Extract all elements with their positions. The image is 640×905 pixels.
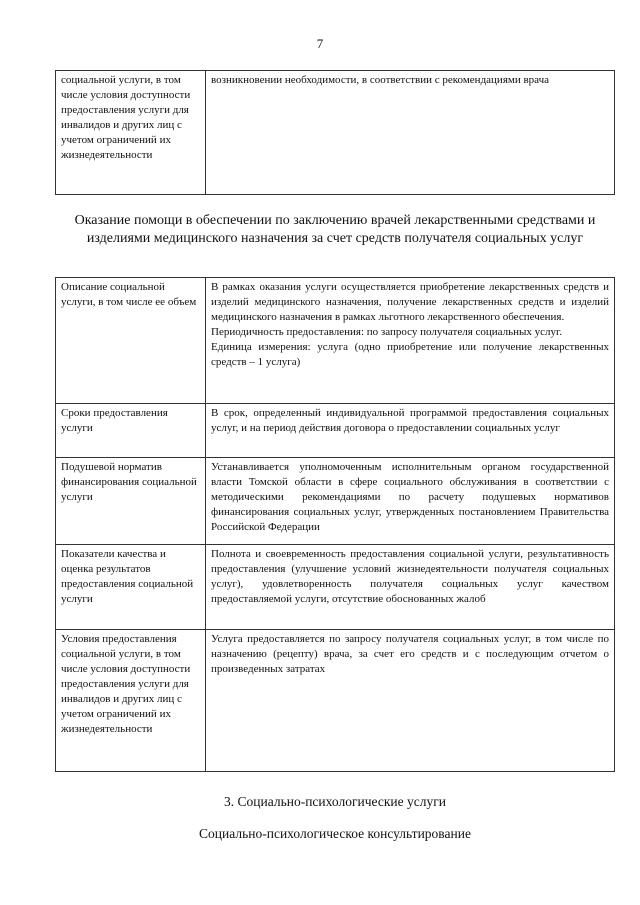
subsection-title: Социально-психологическое консультирование xyxy=(199,826,471,841)
page-number: 7 xyxy=(316,36,324,51)
row-label: Условия предоставления социальной услуги, в том числе условия доступности предоставления услуги для инвалидов и других лиц с учетом ограничений их жизнедеятельности xyxy=(56,630,206,772)
row-paragraph: Полнота и своевременность предоставления социальной услуги, результативность предоставления (улучшение условий жизнедеятельности получателя социальных услуг), удовлетворенность получателя социальных услуг качеством предоставляемой услуги, отсутствие обоснованных жалоб xyxy=(211,548,609,605)
row-content xyxy=(206,545,615,630)
row-paragraph: В рамках оказания услуги осуществляется приобретение лекарственных средств и изделий медицинского назначения, получение лекарственных средств и изделий медицинского назначения в рамках льготного лекарственного обеспечения. xyxy=(211,281,609,323)
row-label: Описание социальной услуги, в том числе ее объем xyxy=(56,278,206,404)
row-content xyxy=(206,71,615,195)
table-row xyxy=(56,71,615,195)
section-3-title: 3. Социально-психологические услуги xyxy=(224,794,446,809)
row-content xyxy=(206,278,615,404)
row-paragraph: Устанавливается уполномоченным исполнительным органом государственной власти Томской области в сфере социального обслуживания в соответствии с методическими рекомендациями по расчету подушевых нормативов финансирования социальных услуг, утвержденных постановлением Правительства Российской Федерации xyxy=(211,461,609,533)
row-paragraph: Единица измерения: услуга (одно приобретение или получение лекарственных средств – 1 услуга) xyxy=(211,341,609,368)
row-label: Показатели качества и оценка результатов предоставления социальной услуги xyxy=(56,545,206,630)
row-label: Сроки предоставления услуги xyxy=(56,404,206,458)
row-content xyxy=(206,404,615,458)
row-paragraph: Периодичность предоставления: по запросу получателя социальных услуг. xyxy=(211,326,563,338)
row-content xyxy=(206,458,615,545)
row-label: Подушевой норматив финансирования социальной услуги xyxy=(56,458,206,545)
table-row xyxy=(56,404,615,458)
table-row xyxy=(56,278,615,404)
service-table xyxy=(55,277,615,772)
section-title: Оказание помощи в обеспечении по заключению врачей лекарственными средствами и изделиями медицинского назначения за счет средств получателя социальных услуг xyxy=(74,213,596,246)
row-paragraph: возникновении необходимости, в соответствии с рекомендациями врача xyxy=(211,74,550,86)
table-row xyxy=(56,630,615,772)
table-row xyxy=(56,458,615,545)
row-paragraph: В срок, определенный индивидуальной программой предоставления социальных услуг, и на период действия договора о предоставлении социальных услуг xyxy=(211,407,609,434)
row-content xyxy=(206,630,615,772)
row-paragraph: Услуга предоставляется по запросу получателя социальных услуг, в том числе по назначению (рецепту) врача, за счет его средств и с последующим отчетом о произведенных затратах xyxy=(211,633,609,675)
table-row xyxy=(56,545,615,630)
continued-table xyxy=(55,70,615,195)
row-label: социальной услуги, в том числе условия доступности предоставления услуги для инвалидов и других лиц с учетом ограничений их жизнедеятельности xyxy=(56,71,206,195)
